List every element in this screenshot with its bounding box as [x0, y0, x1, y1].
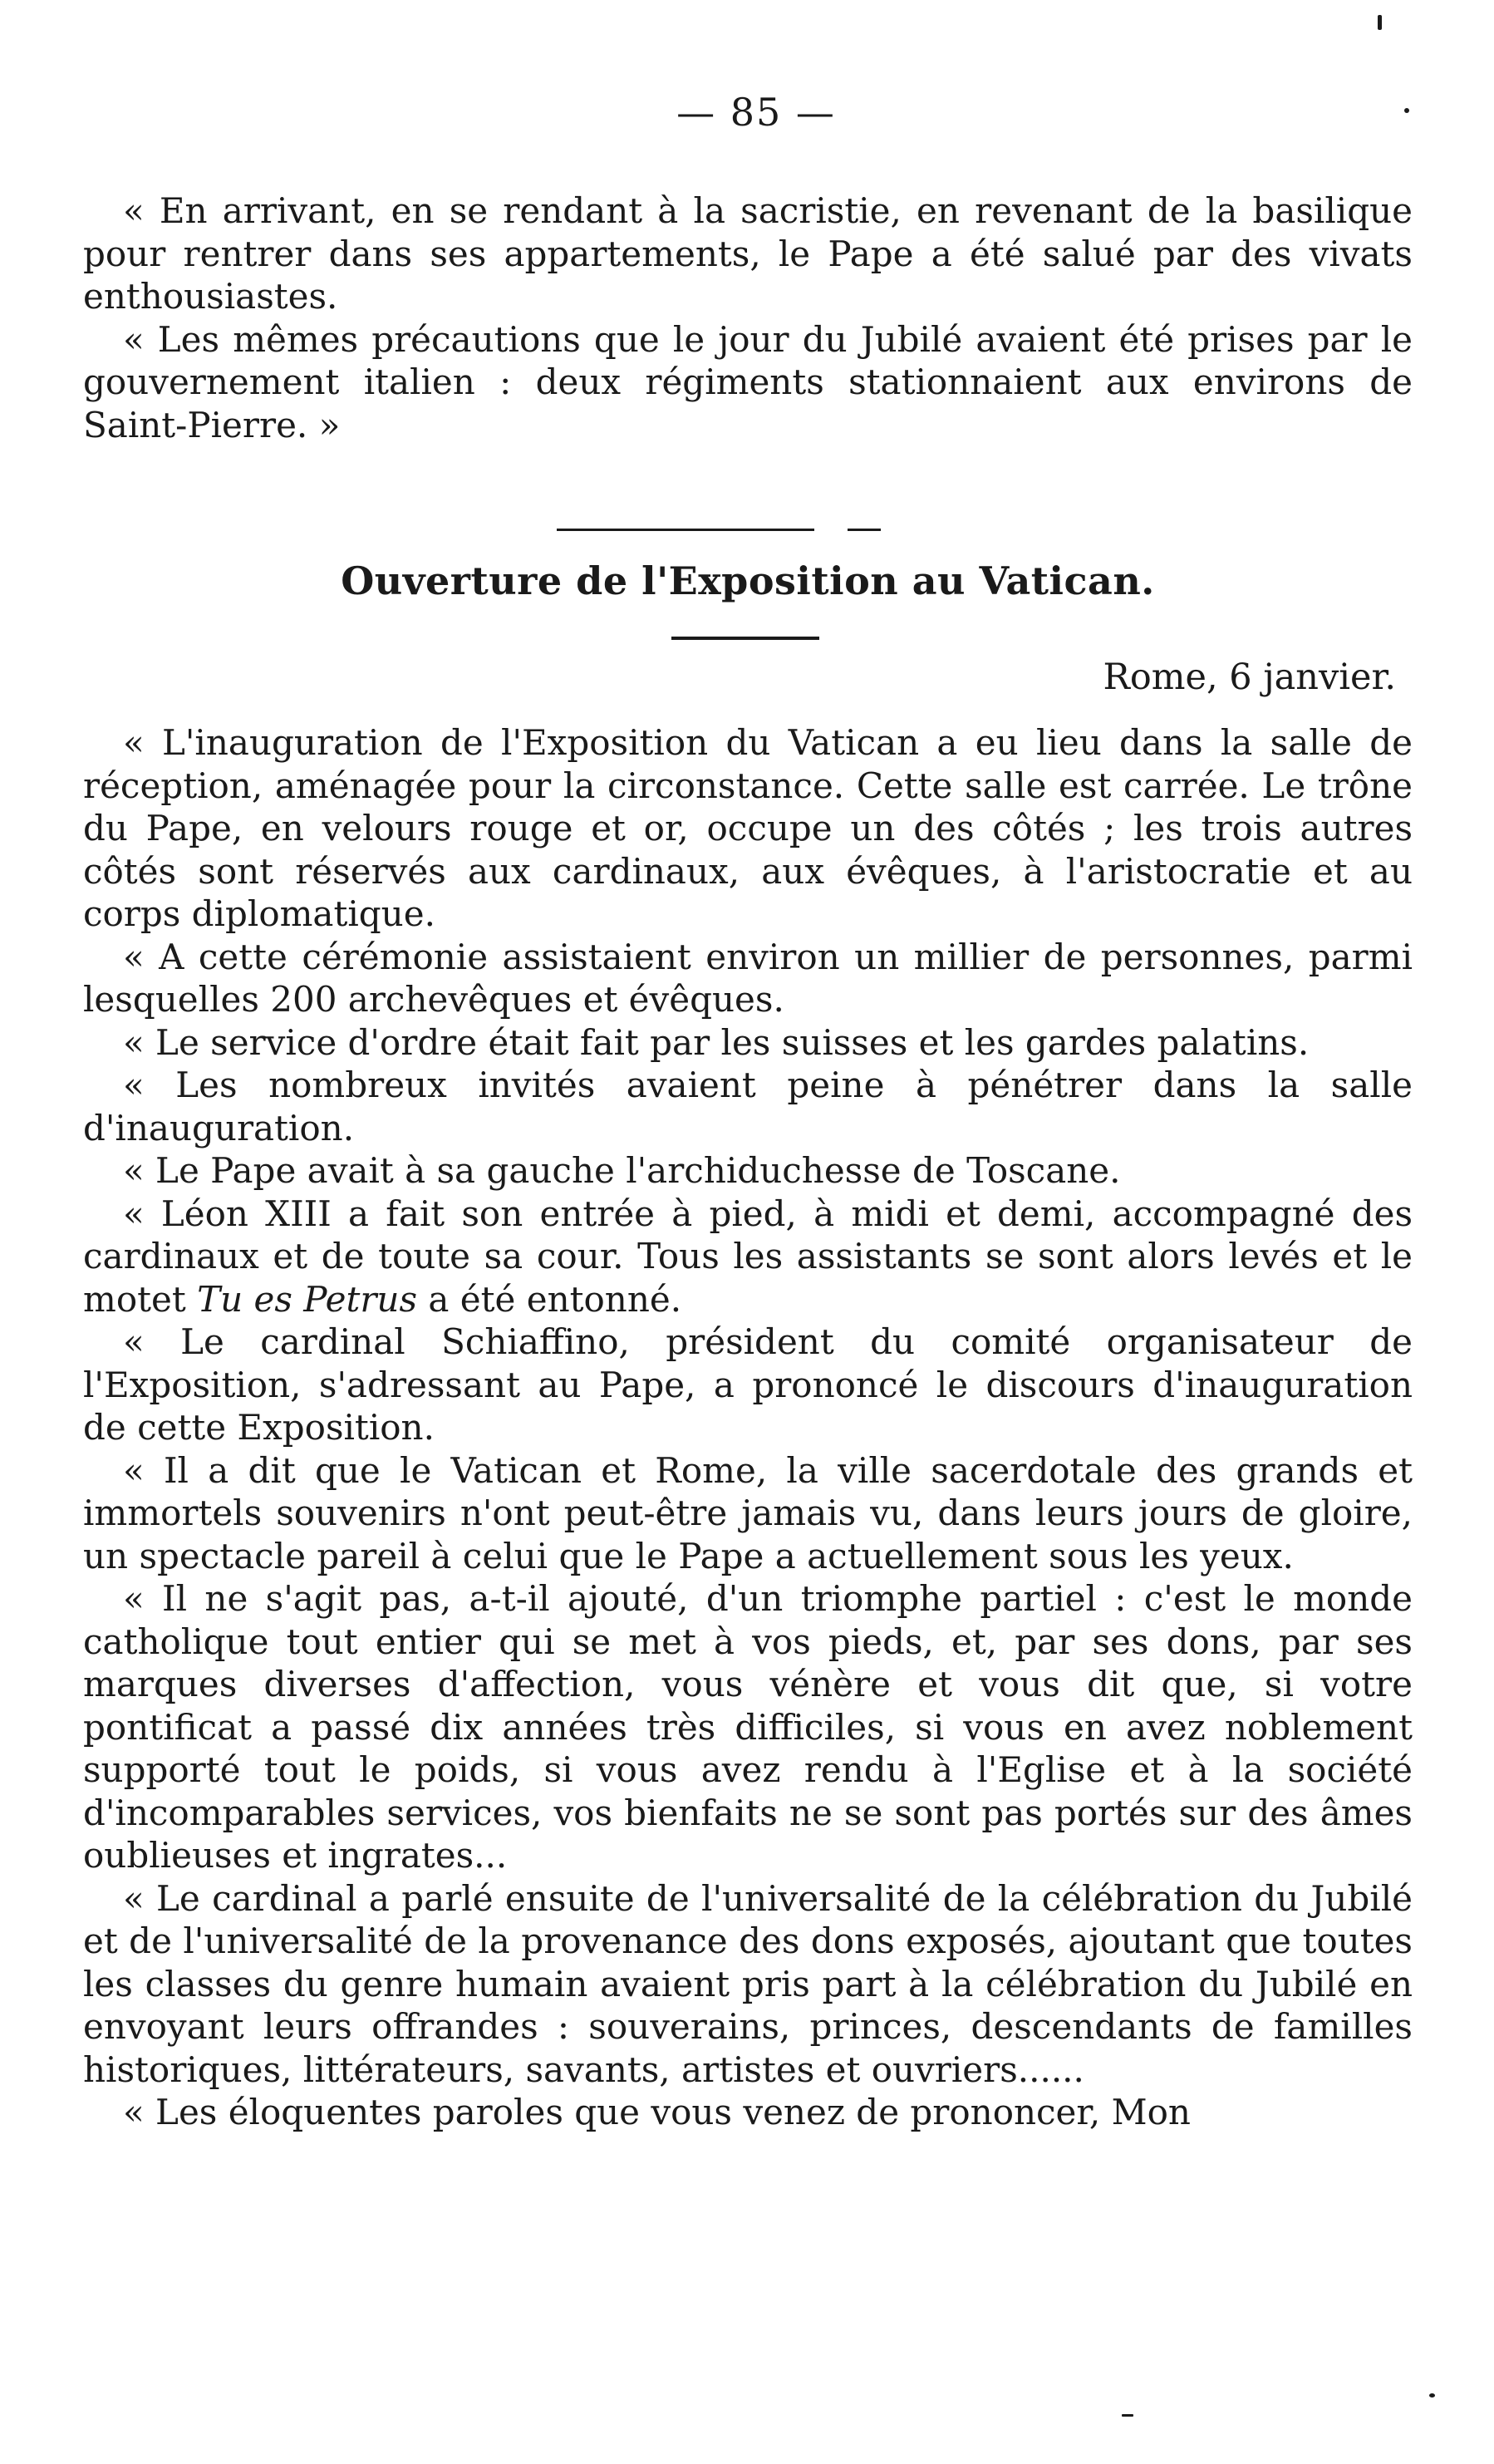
- paragraph: « Les mêmes précautions que le jour du Jubilé avaient été prises par le gouvernement italien : deux régiments stationnaient aux environs de Saint-Pierre. »: [83, 318, 1413, 445]
- paragraph: « Il ne s'agit pas, a-t-il ajouté, d'un triomphe partiel : c'est le monde catholique tout entier qui se met à vos pieds, et, par ses dons, par ses marques diverses d'affection, vous vénère et vous dit que, si votre pontificat a passé dix années très difficiles, si vous en avez noblement supporté tout le poids, si vous avez rendu à l'Eglise et à la société d'incomparables services, vos bienfaits ne se sont pas portés sur des âmes oublieuses et ingrates...: [83, 1578, 1413, 1876]
- paragraph: « Les éloquentes paroles que vous venez de prononcer, Mon: [123, 2092, 1191, 2132]
- dateline: Rome, 6 janvier.: [1103, 657, 1396, 698]
- paragraph-with-italic: [83, 1193, 1413, 1321]
- article-body: [83, 721, 1413, 2134]
- paragraph: « En arrivant, en se rendant à la sacristie, en revenant de la basilique pour rentrer dans ses appartements, le Pape a été salué par des vivats enthousiastes.: [83, 190, 1413, 317]
- paragraph: « Le service d'ordre était fait par les suisses et les gardes palatins.: [123, 1021, 1310, 1063]
- book-page: [83, 0, 1429, 2464]
- page-number: — 85 —: [676, 90, 836, 135]
- section-title: Ouverture de l'Exposition au Vatican.: [341, 558, 1155, 603]
- scan-speck: [1378, 15, 1382, 30]
- italic-title: Tu es Petrus: [197, 1278, 418, 1320]
- paragraph: « Le Pape avait à sa gauche l'archiduchesse de Toscane.: [123, 1150, 1121, 1191]
- scan-speck: [1404, 108, 1409, 113]
- scan-speck: [1122, 2414, 1133, 2417]
- paragraph: « L'inauguration de l'Exposition du Vatican a eu lieu dans la salle de réception, aménagée pour la circonstance. Cette salle est carrée. Le trône du Pape, en velours rouge et or, occupe un des côtés ; les trois autres côtés sont réservés aux cardinaux, aux évêques, à l'aristocratie et au corps diplomatique.: [83, 722, 1413, 934]
- paragraph-text: a été entonné.: [417, 1278, 682, 1320]
- paragraph: « Les nombreux invités avaient peine à pénétrer dans la salle d'inauguration.: [83, 1065, 1413, 1148]
- paragraph: « Le cardinal a parlé ensuite de l'universalité de la célébration du Jubilé et de l'universalité de la provenance des dons exposés, ajoutant que toutes les classes du genre humain avaient pris part à la célébration du Jubilé en envoyant leurs offrandes : souverains, princes, descendants de familles historiques, littérateurs, savants, artistes et ouvriers......: [83, 1877, 1413, 2090]
- scan-speck: [1429, 2393, 1435, 2398]
- paragraph: « Il a dit que le Vatican et Rome, la ville sacerdotale des grands et immortels souvenirs n'ont peut-être jamais vu, dans leurs jours de gloire, un spectacle pareil à celui que le Pape a actuellement sous les yeux.: [83, 1449, 1413, 1576]
- title-underline: [671, 637, 819, 640]
- separator-dash: [848, 529, 881, 531]
- paragraph: « A cette cérémonie assistaient environ un millier de personnes, parmi lesquelles 200 archevêques et évêques.: [83, 936, 1413, 1020]
- paragraph-text: « Léon XIII a fait son entrée à pied, à midi et demi, accompagné des cardinaux et de toute sa cour. Tous les assistants se sont alors levés et le motet: [83, 1193, 1413, 1320]
- paragraph: « Le cardinal Schiaffino, président du comité organisateur de l'Exposition, s'adressant au Pape, a prononcé le discours d'inauguration de cette Exposition.: [83, 1321, 1413, 1448]
- intro-text: [83, 189, 1413, 446]
- separator-rule: [557, 529, 814, 531]
